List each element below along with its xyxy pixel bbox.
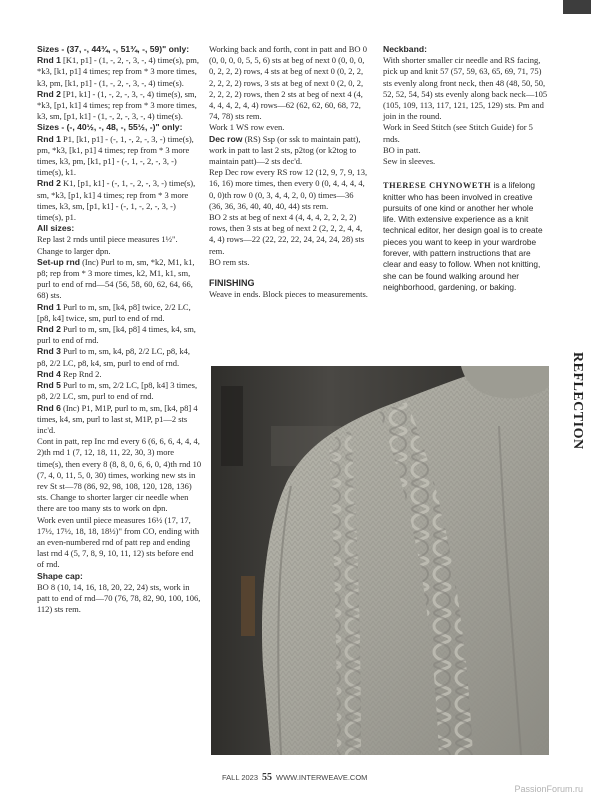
- tab-top-bar: [563, 0, 591, 14]
- pattern-paragraph: [37, 346, 202, 368]
- instruction-text: Work in Seed Stitch (see Stitch Guide) for 5 rnds.: [383, 122, 533, 144]
- instruction-label: Rnd 1: [37, 301, 61, 312]
- instruction-text: Work even until piece measures 16½ (17, 17, 17½, 17½, 18, 18, 18½)" from CO, ending with an even-numbered rnd of patt rep and ending last rnd 4 (5, 7, 8, 9, 10, 11, 12) sts before end of rnd.: [37, 514, 200, 570]
- watermark: PassionForum.ru: [514, 784, 583, 794]
- instruction-text: K1, [p1, k1] - (-, 1, -, 2, -, 3, -) time(s), sm, *k3, [p1, k1] 4 times; rep from * 3 more times, k3, sm, [p1, k1] - (-, 1, -, 2, -, 3, -) time(s), p1.: [37, 178, 196, 223]
- pattern-paragraph: [37, 89, 202, 123]
- pattern-paragraph: [37, 324, 202, 346]
- instruction-label: Rnd 3: [37, 346, 61, 357]
- instruction-label: Rnd 2: [37, 324, 61, 335]
- instruction-text: [P1, k1] - (1, -, 2, -, 3, -, 4) time(s), sm, *k3, [p1, k1] 4 times; rep from * 3 more times, k3, sm, [p1, k1] - (1, -, 2, -, 3, -, 4) time(s).: [37, 88, 197, 122]
- pattern-column-3: [383, 44, 548, 293]
- finishing-text: Weave in ends. Block pieces to measurements.: [209, 289, 368, 300]
- pattern-paragraph: [37, 302, 202, 324]
- instruction-label: Rnd 1: [37, 55, 61, 66]
- pattern-paragraph: [37, 403, 202, 437]
- pattern-paragraph: [209, 167, 369, 212]
- instruction-label: Rnd 4: [37, 368, 61, 379]
- pattern-paragraph: [37, 55, 202, 89]
- instruction-text: (Inc) Purl to m, sm, *k2, M1, k1, p8; rep from * 3 more times, k2, M1, k1, sm, purl to end of rnd—54 (56, 58, 60, 62, 64, 66, 68) sts.: [37, 256, 195, 301]
- instruction-text: Cont in patt, rep Inc rnd every 6 (6, 6, 6, 4, 4, 4, 2)th rnd 1 (7, 12, 18, 11, 22, 30, 3) more time(s), then every 8 (8, 8, 0, 6, 6, 0, 4)th rnd 10 (7, 4, 0, 11, 5, 0, 30) times, working new sts in rev St st—78 (86, 92, 98, 108, 120, 128, 136) sts. Change to shorter larger cir needle when there are too many sts to work on dpn.: [37, 436, 202, 514]
- instruction-text: BO in patt.: [383, 144, 421, 155]
- instruction-label: Shape cap:: [37, 570, 83, 581]
- sweater-photo: [211, 366, 549, 755]
- instruction-label: Rnd 2: [37, 88, 61, 99]
- pattern-paragraph: [37, 178, 202, 223]
- instruction-label: Rnd 1: [37, 133, 61, 144]
- instruction-label: Rnd 2: [37, 178, 61, 189]
- page-footer: [222, 772, 367, 783]
- instruction-text: BO 2 sts at beg of next 4 (4, 4, 4, 2, 2, 2, 2) rows, then 3 sts at beg of next 2 (2, 2, 2, 4, 4, 4, 4) rows—22 (22, 22, 22, 24, 24, 24, 28) sts rem.: [209, 212, 365, 256]
- pattern-paragraph: [209, 122, 369, 133]
- instruction-text: [K1, p1] - (1, -, 2, -, 3, -, 4) time(s), pm, *k3, [k1, p1] 4 times; rep from * 3 more times, k3, pm, [k1, p1] - (1, -, 2, -, 3, -, 4) time(s).: [37, 55, 199, 88]
- instruction-text: Working back and forth, cont in patt and BO 0 (0, 0, 0, 0, 5, 5, 6) sts at beg of next 0 (0, 0, 0, 0, 2, 2, 2) rows, 4 sts at beg of next 0 (0, 2, 2, 2, 2, 2, 2) rows, 3 sts at beg of next 0 (2, 0, 2, 2, 2, 2, 2) rows, then 2 sts at beg of next 4 (4, 4, 4, 4, 2, 4, 4) rows—62 (62, 62, 60, 68, 72, 74, 78) sts rem.: [209, 44, 367, 122]
- page-number: 55: [262, 772, 273, 783]
- instruction-text: (Inc) P1, M1P, purl to m, sm, [k4, p8] 4 times, k4, sm, purl to last st, M1P, p1—2 sts inc'd.: [37, 402, 198, 435]
- pattern-paragraph: [383, 145, 548, 156]
- footer-issue: FALL 2023: [222, 773, 259, 782]
- pattern-paragraph: [209, 212, 369, 257]
- instruction-text: Work 1 WS row even.: [209, 122, 285, 133]
- instruction-text: Sew in sleeves.: [383, 156, 436, 167]
- instruction-label: Rnd 6: [37, 402, 61, 413]
- pattern-paragraph: [37, 436, 202, 514]
- instruction-text: Purl to m, sm, [k4, p8] 4 times, k4, sm, purl to end of rnd.: [37, 324, 196, 346]
- instruction-text: Purl to m, sm, [k4, p8] twice, 2/2 LC, [p8, k4] twice, sm, purl to end of rnd.: [37, 301, 191, 323]
- instruction-label: All sizes:: [37, 223, 75, 234]
- instruction-label: Neckband:: [383, 44, 427, 54]
- pattern-paragraph: [37, 134, 202, 179]
- pattern-paragraph: [37, 582, 202, 616]
- pattern-paragraph: [383, 122, 548, 144]
- instruction-label: Set-up rnd: [37, 256, 80, 267]
- instruction-text: Rep last 2 rnds until piece measures 1½". Change to larger dpn.: [37, 234, 178, 256]
- finishing-section: [209, 278, 369, 300]
- instruction-text: BO rem sts.: [209, 256, 250, 267]
- instruction-text: Purl to m, sm, 2/2 LC, [p8, k4] 3 times, p8, 2/2 LC, sm, purl to end of rnd.: [37, 380, 198, 402]
- instruction-text: (RS) Ssp (or ssk to maintain patt), work in patt to last 2 sts, p2tog (or k2tog to maintain patt)—2 sts dec'd.: [209, 133, 361, 167]
- section-tab-label: REFLECTION: [570, 352, 585, 450]
- pattern-paragraph: [37, 223, 202, 234]
- pattern-paragraph: [383, 44, 548, 55]
- instruction-text: Rep Rnd 2.: [60, 368, 102, 379]
- pattern-paragraph: [383, 156, 548, 167]
- pattern-paragraph: [209, 44, 369, 122]
- pattern-column-2: [209, 44, 369, 300]
- pattern-paragraph: [209, 257, 369, 268]
- cap-shaping-text: [209, 44, 369, 268]
- instruction-label: Rnd 5: [37, 380, 61, 391]
- instruction-label: Dec row: [209, 133, 243, 144]
- designer-name: THERESE CHYNOWETH: [383, 181, 492, 191]
- pattern-paragraph: [37, 515, 202, 571]
- instruction-text: With shorter smaller cir needle and RS facing, pick up and knit 57 (57, 59, 63, 65, 69, 71, 75) sts evenly along front neck, then 48 (48, 50, 50, 52, 52, 54, 54) sts evenly along back neck—105 (105, 109, 113, 117, 121, 125, 129) sts. Pm and join in the round.: [383, 55, 548, 122]
- designer-bio-text: is a lifelong knitter who has been involved in creative pursuits of one kind or another her whole life. With extensive experience as a knit technical editor, her design goal is to create pieces you want to keep in your wardrobe forever, with pattern instructions that are clear and easy to follow. When not knitting, she can be found walking around her neighborhood, gardening, or baking.: [383, 180, 543, 292]
- finishing-heading: FINISHING: [209, 278, 255, 289]
- designer-bio: [383, 180, 548, 293]
- pattern-paragraph: [37, 234, 202, 256]
- footer-site: WWW.INTERWEAVE.COM: [276, 773, 368, 782]
- instruction-text: Purl to m, sm, k4, p8, 2/2 LC, p8, k4, p8, 2/2 LC, p8, k4, sm, purl to end of rnd.: [37, 346, 191, 368]
- instruction-label: Sizes - (-, 40½, -, 48, -, 55½, -)" only:: [37, 122, 183, 133]
- pattern-paragraph: [209, 134, 369, 168]
- pattern-paragraph: [37, 122, 202, 133]
- instruction-text: Rep Dec row every RS row 12 (12, 9, 7, 9, 13, 16, 16) more times, then every 0 (0, 4, 4, 4, 4, 0, 0)th row 0 (0, 3, 4, 4, 2, 0, 0) times—36 (36, 36, 36, 40, 40, 40, 44) sts rem.: [209, 167, 368, 211]
- pattern-column-1: [37, 44, 202, 615]
- section-tab: [563, 0, 591, 800]
- pattern-paragraph: [383, 55, 548, 122]
- instruction-label: Sizes - (37, -, 44¾, -, 51¾, -, 59)" only:: [37, 44, 190, 54]
- pattern-paragraph: [37, 380, 202, 402]
- instruction-text: P1, [k1, p1] - (-, 1, -, 2, -, 3, -) time(s), pm, *k3, [k1, p1] 4 times; rep from * 3 more times, k3, pm, [k1, p1] - (-, 1, -, 2, -, 3, -) time(s), k1.: [37, 133, 194, 178]
- pattern-paragraph: [37, 571, 202, 582]
- pattern-paragraph: [37, 44, 202, 55]
- instruction-text: BO 8 (10, 14, 16, 18, 20, 22, 24) sts, work in patt to end of rnd—70 (76, 78, 82, 90, 100, 106, 112) sts rem.: [37, 581, 201, 615]
- pattern-paragraph: [37, 369, 202, 380]
- neckband-text: [383, 44, 548, 167]
- pattern-paragraph: [37, 257, 202, 302]
